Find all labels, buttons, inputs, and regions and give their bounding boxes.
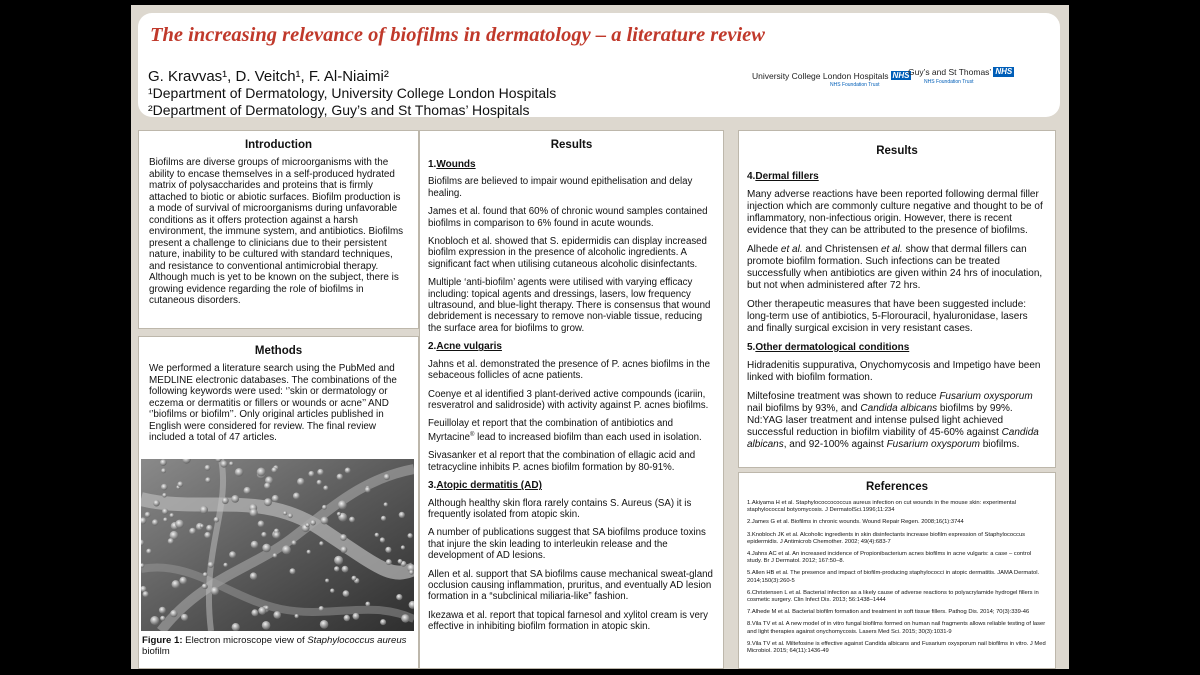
ad-para: Ikezawa et al. report that topical farnesol and xylitol cream is very effective in inhibiting biofilm formation in atopic skin. [428,609,708,633]
other-p3-b: , and 92-100% against [783,439,887,450]
coccus-cell [177,481,183,487]
ad-heading-text: Atopic dermatitis (AD) [436,480,542,492]
other-p2-a: Miltefosine treatment was shown to reduce [747,391,940,402]
coccus-cell [146,549,151,554]
coccus-cell [205,465,211,471]
coccus-cell [181,614,188,621]
acne-para: Jahns et al. demonstrated the presence of P. acnes biofilms in the sebaceous follicles of acne patients. [428,358,711,382]
coccus-cell [349,517,355,523]
coccus-cell [365,487,371,493]
references-title: References [865,481,928,493]
results-panel-2 [738,130,1056,468]
coccus-cell [337,474,343,480]
acne-heading-text: Acne vulgaris [436,341,502,353]
poster [131,5,1069,669]
coccus-cell [203,572,208,577]
coccus-cell [168,538,174,544]
fillers-num: 4. [747,171,756,182]
fillers-para: Many adverse reactions have been reported following dermal filler injection which are commonly culture negative and thought to be of inflammatory, non-infectious origin. However, there is recent evidence that they can be attributed to the presence of biofilms. [747,189,1043,236]
et-al: et al. [780,244,803,255]
coccus-cell [338,500,347,509]
coccus-cell [340,534,347,541]
coccus-cell [380,537,385,542]
species-name: Fusarium oxysporum [886,439,980,450]
registered-mark: ® [470,431,475,438]
coccus-cell [385,547,391,553]
coccus-cell [159,607,166,614]
coccus-cell [175,520,184,529]
reference-item: 5.Allen HB et al. The presence and impact of biofilm-producing staphylococci in atopic dermatitis. JAMA Dermatol. 2014;150(3):260-5 [747,570,1040,584]
coccus-cell [162,508,168,514]
coccus-cell [258,521,265,528]
coccus-cell [211,587,219,595]
ad-heading [428,480,715,491]
results-title-1: Results [550,139,593,151]
coccus-cell [172,580,180,588]
coccus-cell [342,566,349,573]
coccus-cell [334,556,343,565]
poster-header [138,13,1060,117]
coccus-cell [399,512,405,518]
logos [752,65,1052,95]
coccus-cell [179,577,187,585]
coccus-cell [320,620,329,629]
wounds-para: Knobloch et al. showed that S. epidermidis can display increased biofilm expression in the presence of alcoholic ingredients. A significant fact when utilising cutaneous alcoholic disinfectants. [428,236,707,270]
coccus-cell [297,478,305,486]
coccus-cell [317,480,322,485]
coccus-cell [152,519,158,525]
coccus-cell [288,513,293,518]
acne-feuillolay-b: lead to increased biofilm than each used in isolation. [474,431,702,443]
wounds-heading [428,159,715,170]
other-p2-b: nail biofilms by 93%, and [747,403,861,414]
references-list [747,500,1047,655]
introduction-text: Biofilms are diverse groups of microorganisms with the ability to encase themselves in a self-produced hydrated matrix of polysaccharides and proteins that is firmly attached to biotic or abiotic surfaces. Biofilm production is a mode of survival of microorganisms during unfavorable conditions as it offers protection against a harsh environment, the immune system, and antibiotics. Biofilms present a challenge to clinicians due to their persistent nature, inability to be cultured with standard techniques, and resistance to conventional antimicrobial therapy. Although much is yet to be known on the subject, there is growing evidence regarding the role of biofilms in cutaneous disorders. [149,157,404,306]
figure-caption-end: biofilm [142,646,170,657]
coccus-cell [200,506,208,514]
coccus-cell [235,468,244,477]
fillers-heading [747,171,1047,183]
reference-item: 2.James G et al. Biofilms in chronic wounds. Wound Repair Regen. 2008;16(1):3744 [747,519,964,526]
coccus-cell [321,517,329,525]
coccus-cell [161,484,168,491]
affiliation-2: ²Department of Dermatology, Guy’s and St Thomas’ Hospitals [148,102,530,118]
figure-caption-text: Electron microscope view of [182,635,308,646]
fillers-p2-c: show that dermal fillers can promote biofilm formation. Such infections can be treated successfully when antibiotics are given within 24 hrs of inoculation, but not when administered after 72 hrs. [747,244,1043,291]
coccus-cell [264,606,269,611]
acne-feuillolay-a: Feuillolay et report that the combination of antibiotics and Myrtacine [428,418,674,443]
affiliation-1: ¹Department of Dermatology, University College London Hospitals [148,85,557,101]
coccus-cell [310,520,316,526]
coccus-cell [232,623,240,631]
wounds-heading-text: Wounds [436,159,476,170]
coccus-cell [396,594,402,600]
coccus-cell [273,532,280,539]
acne-num: 2. [428,341,437,353]
coccus-cell [282,545,291,554]
coccus-cell [273,611,281,619]
reference-item: 6.Christensen L et al. Bacterial infection as a likely cause of adverse reactions to polyacrylamide hydrogel fillers in cosmetic surgery. Clin Infect Dis. 2013; 56:1438–1444 [747,589,1039,604]
fillers-p2-b: and Christensen [802,244,881,255]
coccus-cell [214,517,220,523]
coccus-cell [162,493,167,498]
coccus-cell [293,493,300,500]
coccus-cell [386,559,392,565]
coccus-cell [271,467,277,473]
coccus-cell [341,546,348,553]
other-para-3 [747,415,1047,451]
coccus-cell [229,462,233,466]
other-heading [747,342,1047,354]
coccus-cell [365,602,370,607]
wounds-para: Multiple ‘anti-biofilm’ agents were utilised with varying efficacy including: topical agents and dressings, lasers, low frequency ultrasound, and blue-light therapy. There is consensus that wound debridement is necessary to remove non-viable tissue, reducing the surface area for biofilms to grow. [428,277,711,334]
coccus-cell [160,459,167,466]
coccus-cell [308,471,314,477]
coccus-cell [145,512,151,518]
coccus-cell [208,562,214,568]
coccus-cell [163,518,167,522]
ad-para: A number of publications suggest that SA biofilms produce toxins that injure the skin leading to interleukin release and the development of AD lesions. [428,527,706,562]
uclh-logo [752,71,911,88]
gstt-logo-name: Guy’s and St Thomas’ [908,67,992,77]
other-para-2 [747,391,1047,415]
coccus-cell [153,500,160,507]
coccus-cell [204,532,211,539]
coccus-cell [345,468,351,474]
coccus-cell [381,516,386,521]
coccus-cell [250,509,258,517]
methods-text: We performed a literature search using the PubMed and MEDLINE electronic databases. The combinations of the following keywords were used: ‘’skin or dermatology or eczema or dermatitis or fillers or wounds or acne’’ AND ‘’biofilms or biofilm’’. Only original articles published in English were considered for review. The final review included a total of 47 articles. [149,363,397,443]
author-block [148,68,556,119]
coccus-cell [352,576,357,581]
coccus-cell [261,532,266,537]
other-num: 5. [747,342,756,353]
coccus-cell [223,563,227,567]
coccus-cell [344,615,350,621]
uclh-logo-name: University College London Hospitals [752,71,889,81]
gstt-logo-trust: NHS Foundation Trust [924,79,974,85]
coccus-cell [257,468,266,477]
coccus-cell [384,502,388,506]
reference-item: 9.Vila TV et al. Miltefosine is effective against Candida albicans and Fusarium oxysporum nail biofilms in vitro. J Med Microbiol. 2015; 64(11):1436-49 [747,640,1046,655]
other-p3-c: biofilms. [979,439,1020,450]
coccus-cell [380,619,386,625]
coccus-cell [229,551,236,558]
coccus-cell [143,591,149,597]
coccus-cell [202,584,208,590]
reference-item: 7.Alhede M et al. Bacterial biofilm formation and treatment in soft tissue fillers. Pathog Dis. 2014; 70(3):339-46 [747,609,1030,616]
gstt-logo [908,67,1014,87]
methods-title: Methods [254,345,303,357]
coccus-cell [398,559,403,564]
wounds-para: Biofilms are believed to impair wound epithelisation and delay healing. [428,176,693,199]
coccus-cell [200,524,204,528]
coccus-cell [292,540,297,545]
acne-para: Coenye et al identified 3 plant-derived active compounds (icariin, resveratrol and salidroside) with activity against P. acnes biofilms. [428,388,709,411]
coccus-cell [272,495,279,502]
coccus-cell [205,477,211,483]
coccus-cell [401,614,409,622]
results-2-body [747,171,1047,451]
coccus-cell [323,486,328,491]
wounds-para: James et al. found that 60% of chronic wound samples contained biofilms in comparison to 6% found in acute wounds. [428,206,708,229]
wounds-num: 1. [428,159,437,170]
acne-para-feuillolay [428,418,715,443]
species-name: Candida albicans [860,403,938,414]
coccus-cell [264,498,272,506]
coccus-cell [325,579,329,583]
results-1-body [428,159,715,633]
coccus-cell [384,474,390,480]
fillers-heading-text: Dermal fillers [755,171,819,182]
coccus-cell [375,533,379,537]
coccus-cell [251,541,259,549]
other-heading-text: Other dermatological conditions [755,342,910,353]
other-p3-a: Nd:YAG laser treatment and intense pulsed light achieved successful reduction in biofilm viability of 45-60% against [747,415,1004,438]
coccus-cell [150,616,159,625]
results-panel-1 [419,130,724,669]
ad-para: Although healthy skin flora rarely contains S. Aureus (SA) it is frequently isolated from atopic skin. [428,497,692,520]
coccus-cell [319,541,323,545]
results-title-2: Results [876,145,918,157]
ad-num: 3. [428,480,437,492]
nhs-logo-icon: NHS [892,71,910,80]
coccus-cell [322,505,327,510]
species-name: Fusarium oxysporum [939,391,1033,402]
reference-item: 8.Vila TV et al. A new model of in vitro fungal biofilms formed on human nail fragments allows reliable testing of laser and light therapies against onychomycosis. Lasers Med Sci. 2015; 30(3):1031-9 [747,621,1046,635]
coccus-cell [273,553,278,558]
coccus-cell [189,528,196,535]
coccus-cell [251,609,258,616]
coccus-cell [330,589,334,593]
other-para: Hidradenitis suppurativa, Onychomycosis and Impetigo have been linked with biofilm formation. [747,360,1041,383]
reference-item: 3.Knobloch JK et al. Alcoholic ingredients in skin disinfectants increase biofilm expression of Staphylococcus epidermidis. J Antimicrob Chemother. 2002; 49(4):683-7 [747,531,1026,545]
fillers-para: Other therapeutic measures that have been suggested include: long-term use of antibiotics, 5-Florouracil, hyaluronidase, lasers and finally surgical excision in very resistant cases. [747,299,1028,334]
fillers-para-2 [747,244,1047,292]
coccus-cell [307,550,311,554]
figure-caption-species: Staphylococcus aureus [307,635,407,646]
coccus-cell [334,566,339,571]
et-al: et al. [881,244,903,255]
coccus-cell [343,590,350,597]
acne-heading [428,341,715,352]
poster-title: The increasing relevance of biofilms in dermatology – a literature review [150,24,765,46]
coccus-cell [262,544,271,553]
references-panel [738,472,1056,669]
introduction-panel [138,130,419,329]
authors: G. Kravvas¹, D. Veitch¹, F. Al-Niaimi² [148,68,389,85]
acne-para: Sivasanker et al report that the combination of ellagic acid and tetracycline inhibits P. acnes biofilm formation by 80-91%. [428,450,696,473]
coccus-cell [206,525,213,532]
coccus-cell [161,468,166,473]
coccus-cell [262,621,271,630]
coccus-cell [250,572,257,579]
coccus-cell [283,511,287,515]
fillers-p2-a: Alhede [747,244,781,255]
biofilm-image [141,459,414,631]
coccus-cell [170,513,175,518]
coccus-cell [264,483,271,490]
coccus-cell [244,487,251,494]
nhs-logo-icon: NHS [995,67,1013,76]
introduction-title: Introduction [244,139,313,151]
coccus-cell [353,613,360,620]
other-p2-c: biofilms by 99%. [937,403,1013,414]
species-name: Candida albicans [747,427,1039,450]
reference-item: 1.Akiyama H et al. Staphylococcococcus aureus infection on cut wounds in the mouse skin: experimental staphylococcal botyomycosis. J DermatolSci.1996;11:234 [747,500,1017,514]
ad-para: Allen et al. support that SA biofilms cause mechanical sweat-gland occlusion causing inflammation, pruritus, and eventually AD lesion formation in a “subclinical miliaria-like” fashion. [428,568,713,603]
coccus-cell [319,606,324,611]
coccus-cell [317,469,324,476]
coccus-cell [222,497,229,504]
uclh-logo-trust: NHS Foundation Trust [830,82,880,88]
coccus-cell [305,523,309,527]
coccus-cell [409,570,414,575]
coccus-cell [231,495,239,503]
coccus-cell [160,616,165,621]
electron-microscope-figure [141,459,414,631]
figure-caption [142,635,417,657]
coccus-cell [337,512,341,516]
coccus-cell [408,533,413,538]
coccus-cell [170,610,177,617]
coccus-cell [295,614,299,618]
reference-item: 4.Jahns AC et al. An increased incidence of Propionibacterium acnes biofilms in acne vulgaris: a case – control study. Br J Dermatol. 2012; 167:50–8. [747,551,1032,565]
coccus-cell [290,568,296,574]
coccus-cell [401,545,405,549]
coccus-cell [220,461,227,468]
figure-caption-label: Figure 1: [142,635,183,646]
